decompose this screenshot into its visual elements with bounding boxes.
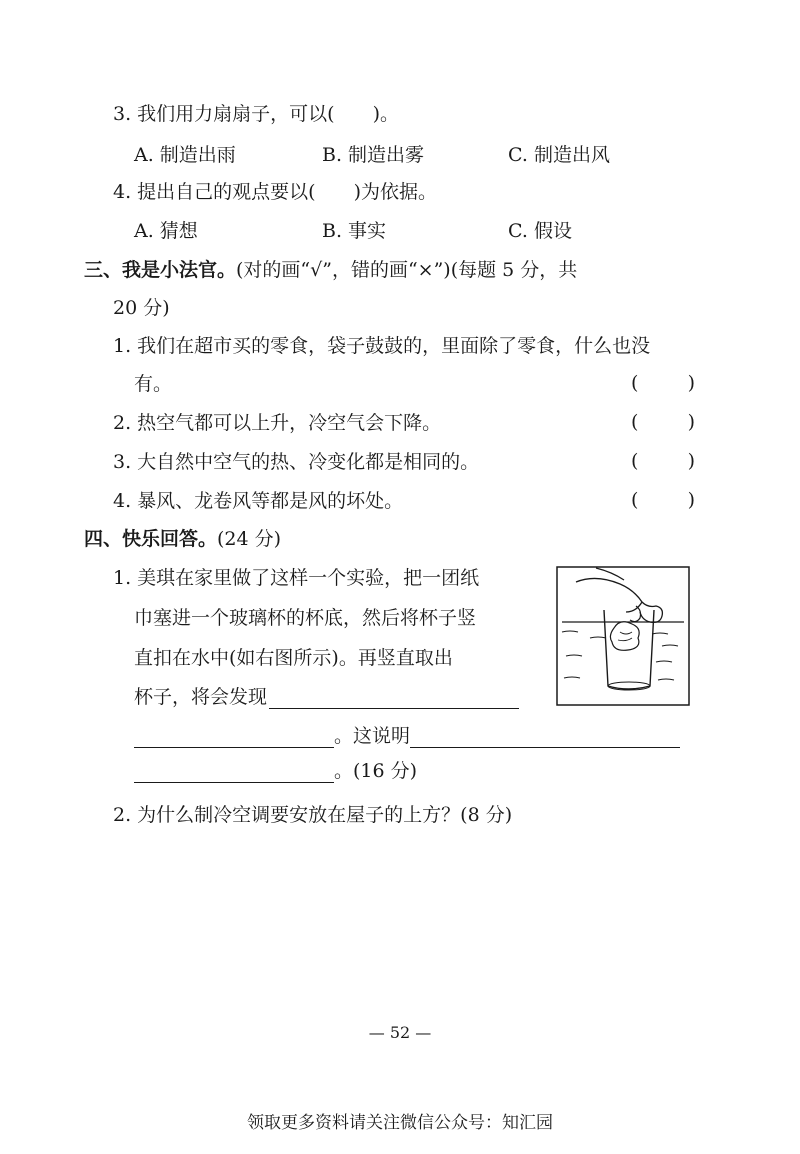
answer-q1-line-5: 。这说明: [134, 724, 680, 748]
question-3-stem: 3. 我们用力扇扇子，可以( )。: [113, 103, 399, 125]
answer-paren-3[interactable]: ( ): [631, 450, 695, 472]
answer-q1-line-4: 杯子，将会发现: [134, 685, 519, 709]
answer-q1-line-3: 直扣在水中(如右图所示)。再竖直取出: [134, 647, 453, 669]
answer-paren-4[interactable]: ( ): [631, 489, 695, 511]
answer-q1-line-6: 。(16 分): [134, 759, 417, 783]
question-4-option-b: B. 事实: [322, 220, 387, 242]
answer-blank-4[interactable]: [134, 762, 334, 783]
judge-item-2: 2. 热空气都可以上升，冷空气会下降。: [113, 412, 442, 434]
answer-blank-1[interactable]: [269, 688, 519, 709]
question-3-option-a: A. 制造出雨: [134, 144, 236, 166]
question-4-option-a: A. 猜想: [134, 220, 198, 242]
section-3-title-continued: 20 分): [113, 297, 170, 319]
answer-q1-line-1: 1. 美琪在家里做了这样一个实验，把一团纸: [113, 567, 480, 589]
section-4-score: (24 分): [217, 528, 282, 550]
answer-q1-line-2: 巾塞进一个玻璃杯的杯底，然后将杯子竖: [134, 607, 477, 629]
judge-item-1-continued: 有。: [134, 373, 173, 395]
question-3-option-b: B. 制造出雾: [322, 144, 425, 166]
answer-paren-1[interactable]: ( ): [631, 372, 695, 394]
experiment-figure: [556, 566, 690, 706]
answer-blank-2[interactable]: [134, 727, 334, 748]
section-3-instructions: (对的画“√”，错的画“×”)(每题 5 分，共: [236, 259, 578, 281]
judge-item-1: 1. 我们在超市买的零食，袋子鼓鼓的，里面除了零食，什么也没: [113, 335, 651, 357]
section-3-heading: 三、我是小法官。: [84, 259, 237, 281]
section-4-heading: 四、快乐回答。: [84, 528, 218, 550]
page-number: — 52 —: [368, 1023, 432, 1042]
question-4-option-c: C. 假设: [508, 220, 572, 242]
section-3-title: [84, 258, 577, 282]
section-4-title: [84, 527, 281, 551]
judge-item-4: 4. 暴风、龙卷风等都是风的坏处。: [113, 490, 404, 512]
question-4-stem: 4. 提出自己的观点要以( )为依据。: [113, 181, 437, 203]
answer-q2: 2. 为什么制冷空调要安放在屋子的上方？(8 分): [113, 804, 513, 826]
answer-blank-3[interactable]: [410, 727, 680, 748]
judge-item-3: 3. 大自然中空气的热、冷变化都是相同的。: [113, 451, 480, 473]
answer-paren-2[interactable]: ( ): [631, 411, 695, 433]
question-3-option-c: C. 制造出风: [508, 144, 610, 166]
footer-note: 领取更多资料请关注微信公众号：知汇园: [247, 1113, 553, 1133]
